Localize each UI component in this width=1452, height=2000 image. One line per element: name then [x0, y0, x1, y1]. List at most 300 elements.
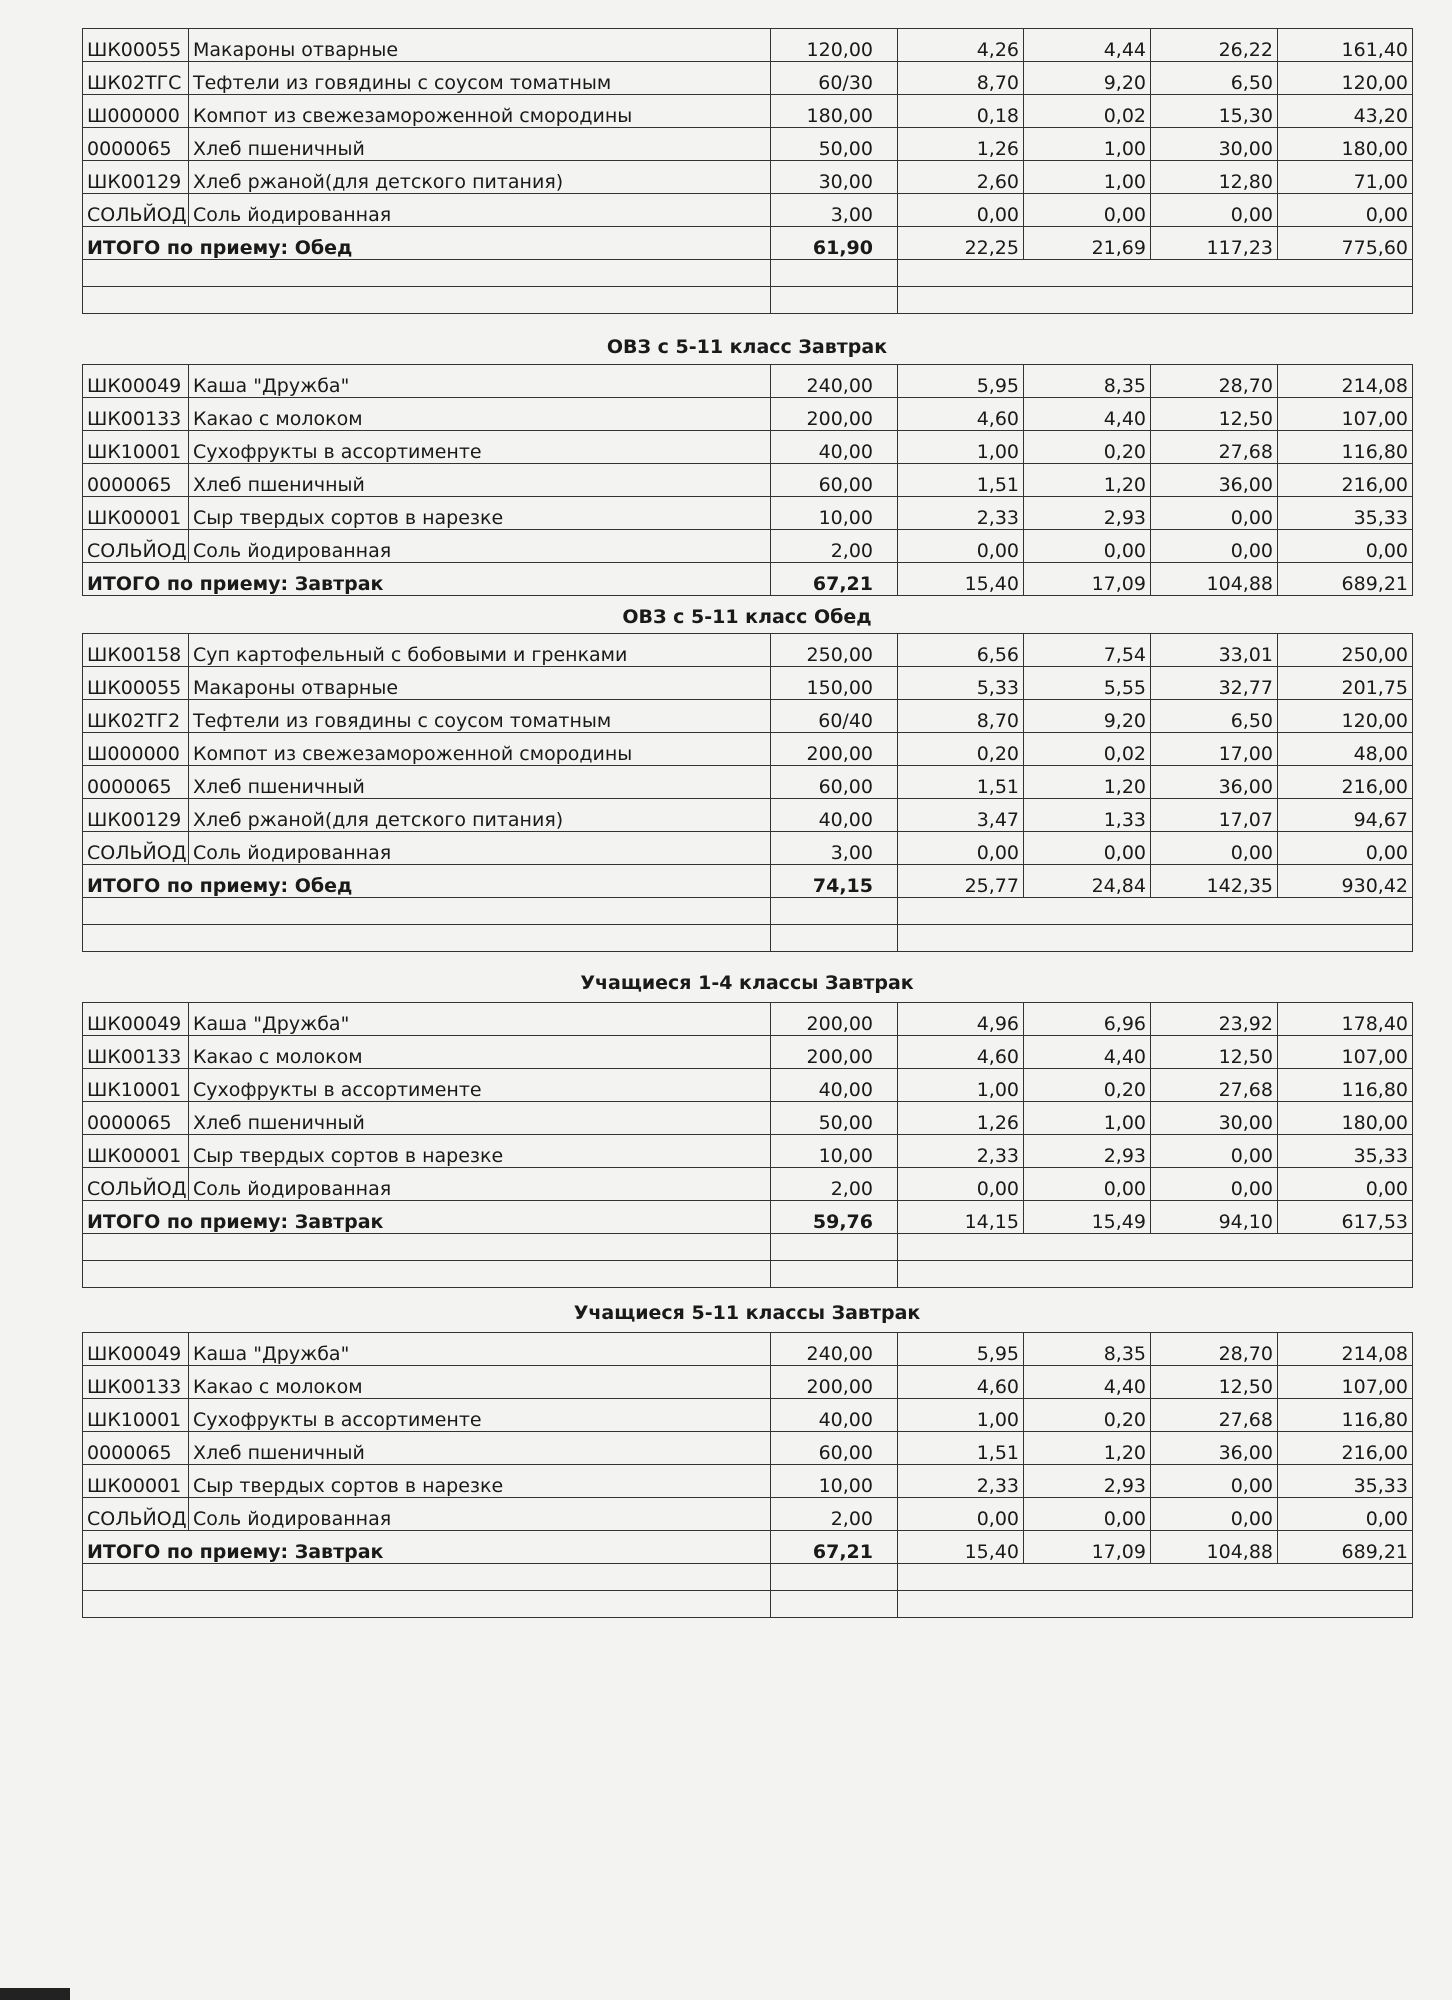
item-carbs: 12,50	[1151, 1036, 1278, 1069]
item-fat: 0,00	[1024, 1498, 1151, 1531]
item-carbs: 30,00	[1151, 128, 1278, 161]
item-portion: 240,00	[771, 1333, 898, 1366]
table-row	[83, 464, 1413, 497]
item-name: Тефтели из говядины с соусом томатным	[189, 700, 771, 733]
total-portion: 74,15	[771, 865, 898, 898]
table-row	[83, 431, 1413, 464]
item-name: Соль йодированная	[189, 530, 771, 563]
total-label: ИТОГО по приему: Завтрак	[83, 1531, 771, 1564]
total-label: ИТОГО по приему: Завтрак	[83, 563, 771, 596]
item-portion: 40,00	[771, 1399, 898, 1432]
item-code: ШК10001	[83, 1069, 189, 1102]
item-fat: 7,54	[1024, 634, 1151, 667]
item-carbs: 0,00	[1151, 1168, 1278, 1201]
item-name: Сыр твердых сортов в нарезке	[189, 497, 771, 530]
blank-cell	[771, 898, 898, 925]
item-name: Сухофрукты в ассортименте	[189, 431, 771, 464]
item-name: Каша "Дружба"	[189, 1003, 771, 1036]
item-calories: 214,08	[1278, 1333, 1413, 1366]
blank-cell	[83, 260, 771, 287]
total-row	[83, 1201, 1413, 1234]
item-code: 0000065	[83, 464, 189, 497]
item-carbs: 6,50	[1151, 700, 1278, 733]
menu-table	[82, 633, 1413, 952]
blank-cell	[771, 260, 898, 287]
item-name: Сыр твердых сортов в нарезке	[189, 1135, 771, 1168]
item-protein: 0,00	[898, 530, 1024, 563]
blank-row	[83, 1261, 1413, 1288]
total-calories: 689,21	[1278, 563, 1413, 596]
item-name: Компот из свежезамороженной смородины	[189, 95, 771, 128]
item-code: ШК00158	[83, 634, 189, 667]
total-carbs: 94,10	[1151, 1201, 1278, 1234]
item-carbs: 26,22	[1151, 29, 1278, 62]
blank-cell	[83, 1564, 771, 1591]
item-calories: 180,00	[1278, 128, 1413, 161]
total-fat: 21,69	[1024, 227, 1151, 260]
item-calories: 214,08	[1278, 365, 1413, 398]
table-row	[83, 1498, 1413, 1531]
item-calories: 0,00	[1278, 1168, 1413, 1201]
item-calories: 250,00	[1278, 634, 1413, 667]
item-carbs: 33,01	[1151, 634, 1278, 667]
table-row	[83, 161, 1413, 194]
item-name: Соль йодированная	[189, 1168, 771, 1201]
total-carbs: 104,88	[1151, 563, 1278, 596]
item-carbs: 12,80	[1151, 161, 1278, 194]
item-fat: 2,93	[1024, 1465, 1151, 1498]
total-calories: 689,21	[1278, 1531, 1413, 1564]
item-name: Хлеб ржаной(для детского питания)	[189, 799, 771, 832]
item-code: ШК10001	[83, 431, 189, 464]
total-calories: 617,53	[1278, 1201, 1413, 1234]
item-calories: 120,00	[1278, 700, 1413, 733]
item-carbs: 28,70	[1151, 365, 1278, 398]
total-fat: 17,09	[1024, 1531, 1151, 1564]
item-protein: 1,00	[898, 1399, 1024, 1432]
item-calories: 35,33	[1278, 1135, 1413, 1168]
item-portion: 40,00	[771, 799, 898, 832]
item-fat: 0,02	[1024, 95, 1151, 128]
item-carbs: 0,00	[1151, 832, 1278, 865]
item-calories: 178,40	[1278, 1003, 1413, 1036]
item-carbs: 27,68	[1151, 1069, 1278, 1102]
item-calories: 120,00	[1278, 62, 1413, 95]
item-carbs: 15,30	[1151, 95, 1278, 128]
table-row	[83, 497, 1413, 530]
item-fat: 1,20	[1024, 1432, 1151, 1465]
total-protein: 14,15	[898, 1201, 1024, 1234]
item-code: ШК00055	[83, 667, 189, 700]
blank-row	[83, 287, 1413, 314]
item-name: Сухофрукты в ассортименте	[189, 1069, 771, 1102]
item-code: ШК00001	[83, 1465, 189, 1498]
table-row	[83, 1432, 1413, 1465]
item-portion: 50,00	[771, 128, 898, 161]
item-protein: 2,33	[898, 497, 1024, 530]
item-code: ШК00129	[83, 161, 189, 194]
table-row	[83, 95, 1413, 128]
item-calories: 35,33	[1278, 1465, 1413, 1498]
blank-cell	[83, 1234, 771, 1261]
table-row	[83, 1135, 1413, 1168]
item-portion: 250,00	[771, 634, 898, 667]
item-calories: 216,00	[1278, 464, 1413, 497]
total-label: ИТОГО по приему: Обед	[83, 227, 771, 260]
item-code: ШК00133	[83, 1366, 189, 1399]
total-carbs: 117,23	[1151, 227, 1278, 260]
item-protein: 6,56	[898, 634, 1024, 667]
table-row	[83, 365, 1413, 398]
item-protein: 1,26	[898, 1102, 1024, 1135]
item-calories: 201,75	[1278, 667, 1413, 700]
table-row	[83, 1366, 1413, 1399]
item-fat: 0,00	[1024, 530, 1151, 563]
item-calories: 216,00	[1278, 1432, 1413, 1465]
item-code: ШК00055	[83, 29, 189, 62]
item-carbs: 0,00	[1151, 530, 1278, 563]
item-calories: 116,80	[1278, 431, 1413, 464]
table-row	[83, 62, 1413, 95]
blank-row	[83, 1564, 1413, 1591]
item-code: СОЛЬЙОД	[83, 1168, 189, 1201]
total-row	[83, 227, 1413, 260]
item-fat: 4,44	[1024, 29, 1151, 62]
item-portion: 200,00	[771, 1003, 898, 1036]
table-row	[83, 1069, 1413, 1102]
item-calories: 0,00	[1278, 832, 1413, 865]
total-carbs: 104,88	[1151, 1531, 1278, 1564]
item-name: Хлеб пшеничный	[189, 464, 771, 497]
item-code: ШК00001	[83, 1135, 189, 1168]
item-code: Ш000000	[83, 95, 189, 128]
item-protein: 5,95	[898, 1333, 1024, 1366]
item-name: Макароны отварные	[189, 667, 771, 700]
item-carbs: 17,07	[1151, 799, 1278, 832]
item-portion: 120,00	[771, 29, 898, 62]
item-carbs: 36,00	[1151, 464, 1278, 497]
total-portion: 59,76	[771, 1201, 898, 1234]
item-protein: 1,51	[898, 464, 1024, 497]
item-code: 0000065	[83, 1102, 189, 1135]
item-fat: 8,35	[1024, 1333, 1151, 1366]
item-carbs: 36,00	[1151, 766, 1278, 799]
blank-cell	[898, 1234, 1413, 1261]
item-protein: 4,96	[898, 1003, 1024, 1036]
item-portion: 40,00	[771, 431, 898, 464]
item-portion: 150,00	[771, 667, 898, 700]
item-code: ШК00049	[83, 1333, 189, 1366]
table-row	[83, 530, 1413, 563]
item-fat: 1,00	[1024, 161, 1151, 194]
item-carbs: 27,68	[1151, 431, 1278, 464]
item-portion: 60,00	[771, 766, 898, 799]
item-carbs: 12,50	[1151, 1366, 1278, 1399]
item-name: Компот из свежезамороженной смородины	[189, 733, 771, 766]
total-calories: 775,60	[1278, 227, 1413, 260]
item-portion: 30,00	[771, 161, 898, 194]
item-protein: 5,33	[898, 667, 1024, 700]
item-code: 0000065	[83, 128, 189, 161]
item-carbs: 28,70	[1151, 1333, 1278, 1366]
table-row	[83, 1333, 1413, 1366]
item-fat: 0,00	[1024, 832, 1151, 865]
item-portion: 10,00	[771, 1465, 898, 1498]
blank-row	[83, 1234, 1413, 1261]
item-code: 0000065	[83, 1432, 189, 1465]
total-portion: 67,21	[771, 1531, 898, 1564]
item-portion: 200,00	[771, 1036, 898, 1069]
item-protein: 4,60	[898, 1036, 1024, 1069]
table-row	[83, 1399, 1413, 1432]
item-carbs: 17,00	[1151, 733, 1278, 766]
item-fat: 0,00	[1024, 194, 1151, 227]
item-protein: 0,18	[898, 95, 1024, 128]
item-carbs: 0,00	[1151, 1498, 1278, 1531]
total-fat: 15,49	[1024, 1201, 1151, 1234]
item-protein: 1,00	[898, 1069, 1024, 1102]
section-title: Учащиеся 1-4 классы Завтрак	[580, 972, 914, 994]
item-code: СОЛЬЙОД	[83, 832, 189, 865]
item-name: Хлеб ржаной(для детского питания)	[189, 161, 771, 194]
item-protein: 0,00	[898, 1168, 1024, 1201]
item-calories: 180,00	[1278, 1102, 1413, 1135]
blank-row	[83, 898, 1413, 925]
table-row	[83, 634, 1413, 667]
total-protein: 15,40	[898, 563, 1024, 596]
menu-table	[82, 1002, 1413, 1288]
item-fat: 1,20	[1024, 464, 1151, 497]
item-carbs: 12,50	[1151, 398, 1278, 431]
blank-row	[83, 260, 1413, 287]
item-calories: 116,80	[1278, 1399, 1413, 1432]
item-code: ШК02ТГС	[83, 62, 189, 95]
item-portion: 60/40	[771, 700, 898, 733]
blank-cell	[83, 1591, 771, 1618]
total-protein: 25,77	[898, 865, 1024, 898]
item-portion: 60,00	[771, 1432, 898, 1465]
item-code: ШК00133	[83, 1036, 189, 1069]
blank-cell	[771, 1234, 898, 1261]
table-row	[83, 1003, 1413, 1036]
item-name: Суп картофельный с бобовыми и гренками	[189, 634, 771, 667]
total-row	[83, 865, 1413, 898]
item-carbs: 0,00	[1151, 1135, 1278, 1168]
item-fat: 1,33	[1024, 799, 1151, 832]
blank-cell	[83, 1261, 771, 1288]
item-protein: 1,26	[898, 128, 1024, 161]
blank-cell	[83, 898, 771, 925]
item-fat: 4,40	[1024, 398, 1151, 431]
item-carbs: 0,00	[1151, 194, 1278, 227]
blank-cell	[771, 925, 898, 952]
item-name: Хлеб пшеничный	[189, 766, 771, 799]
table-row	[83, 667, 1413, 700]
table-row	[83, 398, 1413, 431]
item-protein: 2,33	[898, 1135, 1024, 1168]
item-name: Соль йодированная	[189, 194, 771, 227]
item-fat: 2,93	[1024, 497, 1151, 530]
item-protein: 8,70	[898, 62, 1024, 95]
scan-edge	[0, 1988, 70, 2000]
item-name: Какао с молоком	[189, 1366, 771, 1399]
item-portion: 10,00	[771, 497, 898, 530]
item-name: Какао с молоком	[189, 1036, 771, 1069]
item-calories: 48,00	[1278, 733, 1413, 766]
blank-cell	[771, 1591, 898, 1618]
item-name: Макароны отварные	[189, 29, 771, 62]
table-row	[83, 1102, 1413, 1135]
item-portion: 60,00	[771, 464, 898, 497]
total-row	[83, 1531, 1413, 1564]
item-code: ШК00049	[83, 365, 189, 398]
table-row	[83, 799, 1413, 832]
total-portion: 61,90	[771, 227, 898, 260]
item-fat: 0,00	[1024, 1168, 1151, 1201]
blank-cell	[898, 1564, 1413, 1591]
total-protein: 15,40	[898, 1531, 1024, 1564]
item-protein: 2,33	[898, 1465, 1024, 1498]
item-code: ШК10001	[83, 1399, 189, 1432]
item-calories: 107,00	[1278, 1366, 1413, 1399]
item-calories: 161,40	[1278, 29, 1413, 62]
total-fat: 17,09	[1024, 563, 1151, 596]
item-name: Соль йодированная	[189, 1498, 771, 1531]
item-protein: 2,60	[898, 161, 1024, 194]
item-calories: 107,00	[1278, 1036, 1413, 1069]
item-name: Хлеб пшеничный	[189, 1102, 771, 1135]
item-protein: 4,26	[898, 29, 1024, 62]
item-name: Хлеб пшеничный	[189, 128, 771, 161]
table-row	[83, 733, 1413, 766]
item-fat: 5,55	[1024, 667, 1151, 700]
item-calories: 0,00	[1278, 1498, 1413, 1531]
item-fat: 8,35	[1024, 365, 1151, 398]
item-portion: 2,00	[771, 1168, 898, 1201]
item-code: 0000065	[83, 766, 189, 799]
blank-cell	[898, 1261, 1413, 1288]
table-row	[83, 1036, 1413, 1069]
item-name: Каша "Дружба"	[189, 365, 771, 398]
item-carbs: 32,77	[1151, 667, 1278, 700]
total-fat: 24,84	[1024, 865, 1151, 898]
item-portion: 200,00	[771, 733, 898, 766]
item-calories: 43,20	[1278, 95, 1413, 128]
item-carbs: 0,00	[1151, 1465, 1278, 1498]
item-name: Каша "Дружба"	[189, 1333, 771, 1366]
item-protein: 1,00	[898, 431, 1024, 464]
item-portion: 50,00	[771, 1102, 898, 1135]
blank-cell	[83, 925, 771, 952]
item-calories: 35,33	[1278, 497, 1413, 530]
total-label: ИТОГО по приему: Обед	[83, 865, 771, 898]
item-protein: 3,47	[898, 799, 1024, 832]
item-code: Ш000000	[83, 733, 189, 766]
blank-cell	[898, 1591, 1413, 1618]
item-protein: 4,60	[898, 398, 1024, 431]
blank-cell	[898, 925, 1413, 952]
item-carbs: 30,00	[1151, 1102, 1278, 1135]
item-name: Сухофрукты в ассортименте	[189, 1399, 771, 1432]
item-portion: 240,00	[771, 365, 898, 398]
item-calories: 0,00	[1278, 530, 1413, 563]
item-carbs: 27,68	[1151, 1399, 1278, 1432]
table-row	[83, 194, 1413, 227]
item-fat: 0,20	[1024, 431, 1151, 464]
total-protein: 22,25	[898, 227, 1024, 260]
item-protein: 0,20	[898, 733, 1024, 766]
item-code: СОЛЬЙОД	[83, 194, 189, 227]
item-portion: 3,00	[771, 194, 898, 227]
item-code: ШК00001	[83, 497, 189, 530]
item-portion: 200,00	[771, 1366, 898, 1399]
table-row	[83, 1465, 1413, 1498]
total-row	[83, 563, 1413, 596]
blank-cell	[771, 1261, 898, 1288]
item-protein: 0,00	[898, 1498, 1024, 1531]
blank-cell	[83, 287, 771, 314]
item-carbs: 23,92	[1151, 1003, 1278, 1036]
menu-table	[82, 1332, 1413, 1618]
item-portion: 10,00	[771, 1135, 898, 1168]
item-calories: 71,00	[1278, 161, 1413, 194]
item-fat: 4,40	[1024, 1366, 1151, 1399]
item-protein: 1,51	[898, 766, 1024, 799]
item-code: ШК02ТГ2	[83, 700, 189, 733]
item-fat: 4,40	[1024, 1036, 1151, 1069]
item-calories: 94,67	[1278, 799, 1413, 832]
blank-cell	[898, 287, 1413, 314]
table-row	[83, 832, 1413, 865]
total-label: ИТОГО по приему: Завтрак	[83, 1201, 771, 1234]
item-calories: 0,00	[1278, 194, 1413, 227]
table-row	[83, 29, 1413, 62]
item-name: Сыр твердых сортов в нарезке	[189, 1465, 771, 1498]
item-name: Хлеб пшеничный	[189, 1432, 771, 1465]
item-code: СОЛЬЙОД	[83, 530, 189, 563]
item-fat: 9,20	[1024, 62, 1151, 95]
item-portion: 2,00	[771, 530, 898, 563]
item-fat: 0,20	[1024, 1399, 1151, 1432]
item-fat: 1,00	[1024, 1102, 1151, 1135]
section-title: ОВЗ с 5-11 класс Обед	[622, 606, 872, 628]
item-fat: 0,20	[1024, 1069, 1151, 1102]
table-row	[83, 700, 1413, 733]
item-carbs: 36,00	[1151, 1432, 1278, 1465]
item-protein: 0,00	[898, 194, 1024, 227]
item-protein: 8,70	[898, 700, 1024, 733]
item-carbs: 6,50	[1151, 62, 1278, 95]
item-portion: 40,00	[771, 1069, 898, 1102]
blank-row	[83, 1591, 1413, 1618]
item-name: Тефтели из говядины с соусом томатным	[189, 62, 771, 95]
item-portion: 180,00	[771, 95, 898, 128]
section-title: Учащиеся 5-11 классы Завтрак	[573, 1302, 921, 1324]
item-calories: 216,00	[1278, 766, 1413, 799]
item-carbs: 0,00	[1151, 497, 1278, 530]
total-calories: 930,42	[1278, 865, 1413, 898]
total-carbs: 142,35	[1151, 865, 1278, 898]
blank-row	[83, 925, 1413, 952]
item-fat: 0,02	[1024, 733, 1151, 766]
item-protein: 4,60	[898, 1366, 1024, 1399]
item-name: Какао с молоком	[189, 398, 771, 431]
item-fat: 1,20	[1024, 766, 1151, 799]
item-portion: 60/30	[771, 62, 898, 95]
item-fat: 9,20	[1024, 700, 1151, 733]
item-calories: 107,00	[1278, 398, 1413, 431]
blank-cell	[898, 898, 1413, 925]
